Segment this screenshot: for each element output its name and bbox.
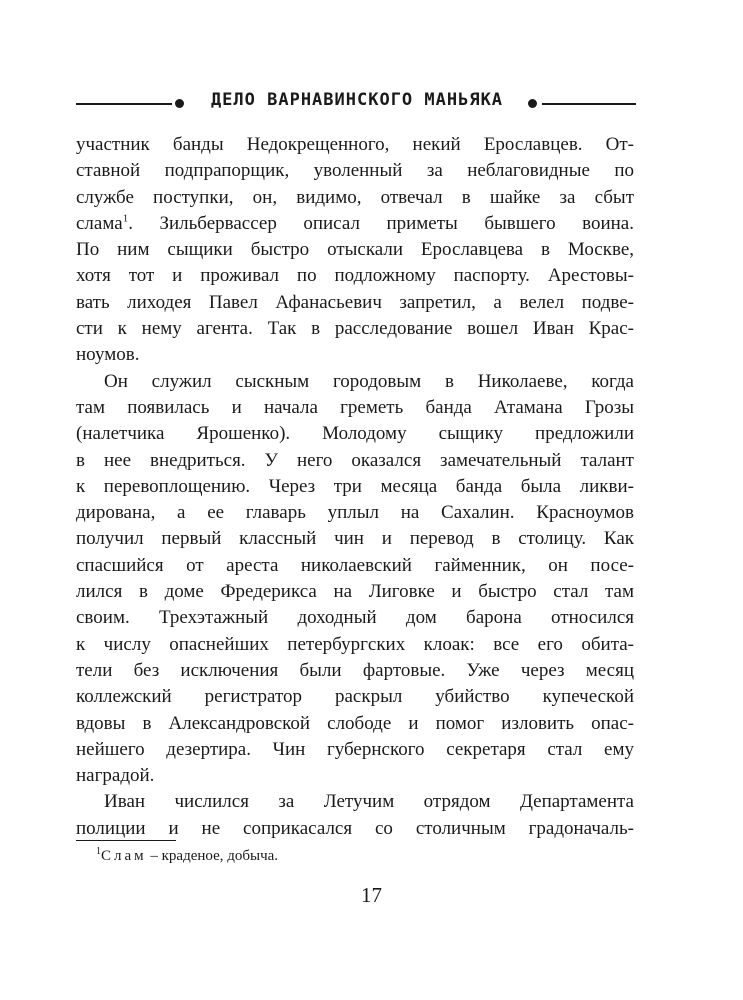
text-line: хотя тот и проживал по подложному паспорту. Арестовы- — [76, 265, 634, 287]
text-line: вдовы в Александровской слободе и помог изловить опас- — [76, 712, 634, 734]
footnote-definition: – краденое, добыча. — [146, 848, 279, 864]
text-line: вать лиходея Павел Афанасьевич запретил, а велел подве- — [76, 291, 634, 313]
text-line-continuation: . Зильбервассер описал приметы бывшего воина. — [128, 212, 634, 234]
text-line: там появилась и начала греметь банда Атамана Грозы — [76, 396, 634, 418]
footnote-marker: 1 — [96, 846, 101, 857]
header-rule-right — [542, 103, 636, 105]
text-line: получил первый классный чин и перевод в столицу. Как — [76, 528, 634, 550]
footnote-reference: 1 — [122, 212, 129, 225]
text-line: тели без исключения были фартовые. Уже через месяц — [76, 659, 634, 681]
text-line: ноумов. — [76, 344, 140, 366]
text-line: лился в доме Фредерикса на Лиговке и быстро стал там — [76, 581, 634, 603]
text-line: ставной подпрапорщик, уволенный за неблаговидные по — [76, 160, 634, 182]
text-line: сти к нему агента. Так в расследование вошел Иван Крас- — [76, 318, 634, 340]
header-bullet-right — [528, 99, 537, 108]
text-line: участник банды Недокрещенного, некий Ерославцев. От- — [76, 134, 634, 155]
text-line: своим. Трехэтажный доходный дом барона относился — [76, 607, 634, 629]
text-line: спасшийся от ареста николаевский гайменник, он посе- — [76, 554, 634, 576]
text-line: (налетчика Ярошенко). Молодому сыщику предложили — [76, 423, 634, 445]
header-bullet-left — [175, 99, 184, 108]
text-line: нейшего дезертира. Чин губернского секретаря стал ему — [76, 738, 634, 760]
text-line: Иван числился за Летучим отрядом Департамента — [104, 791, 634, 813]
main-text — [76, 132, 634, 842]
text-line: дирована, а ее главарь уплыл на Сахалин. Красноумов — [76, 502, 634, 524]
footnote-separator — [76, 840, 176, 841]
page-number: 17 — [361, 883, 382, 907]
text-line-with-footnote — [76, 211, 634, 237]
text-line: к числу опаснейших петербургских клоак: все его обита- — [76, 633, 634, 655]
text-line: По ним сыщики быстро отыскали Ерославцева в Москве, — [76, 239, 634, 261]
running-title: ДЕЛО ВАРНАВИНСКОГО МАНЬЯКА — [210, 90, 504, 110]
text-line: Он служил сыскным городовым в Николаеве, когда — [104, 370, 634, 392]
footnote-term: Слам — [101, 848, 147, 864]
text-line: полиции и не соприкасался со столичным градоначаль- — [76, 817, 634, 839]
text-line: коллежский регистратор раскрыл убийство купеческой — [76, 686, 634, 708]
header-rule-left — [76, 103, 172, 105]
footnote — [96, 846, 278, 866]
text-line: наградой. — [76, 765, 155, 787]
text-line: службе поступки, он, видимо, отвечал в шайке за сбыт — [76, 186, 634, 208]
text-line: к перевоплощению. Через три месяца банда была ликви- — [76, 475, 634, 497]
running-header — [76, 88, 636, 118]
footnote-term-in-text: слама — [76, 212, 123, 234]
text-line: в нее внедриться. У него оказался замечательный талант — [76, 449, 634, 471]
